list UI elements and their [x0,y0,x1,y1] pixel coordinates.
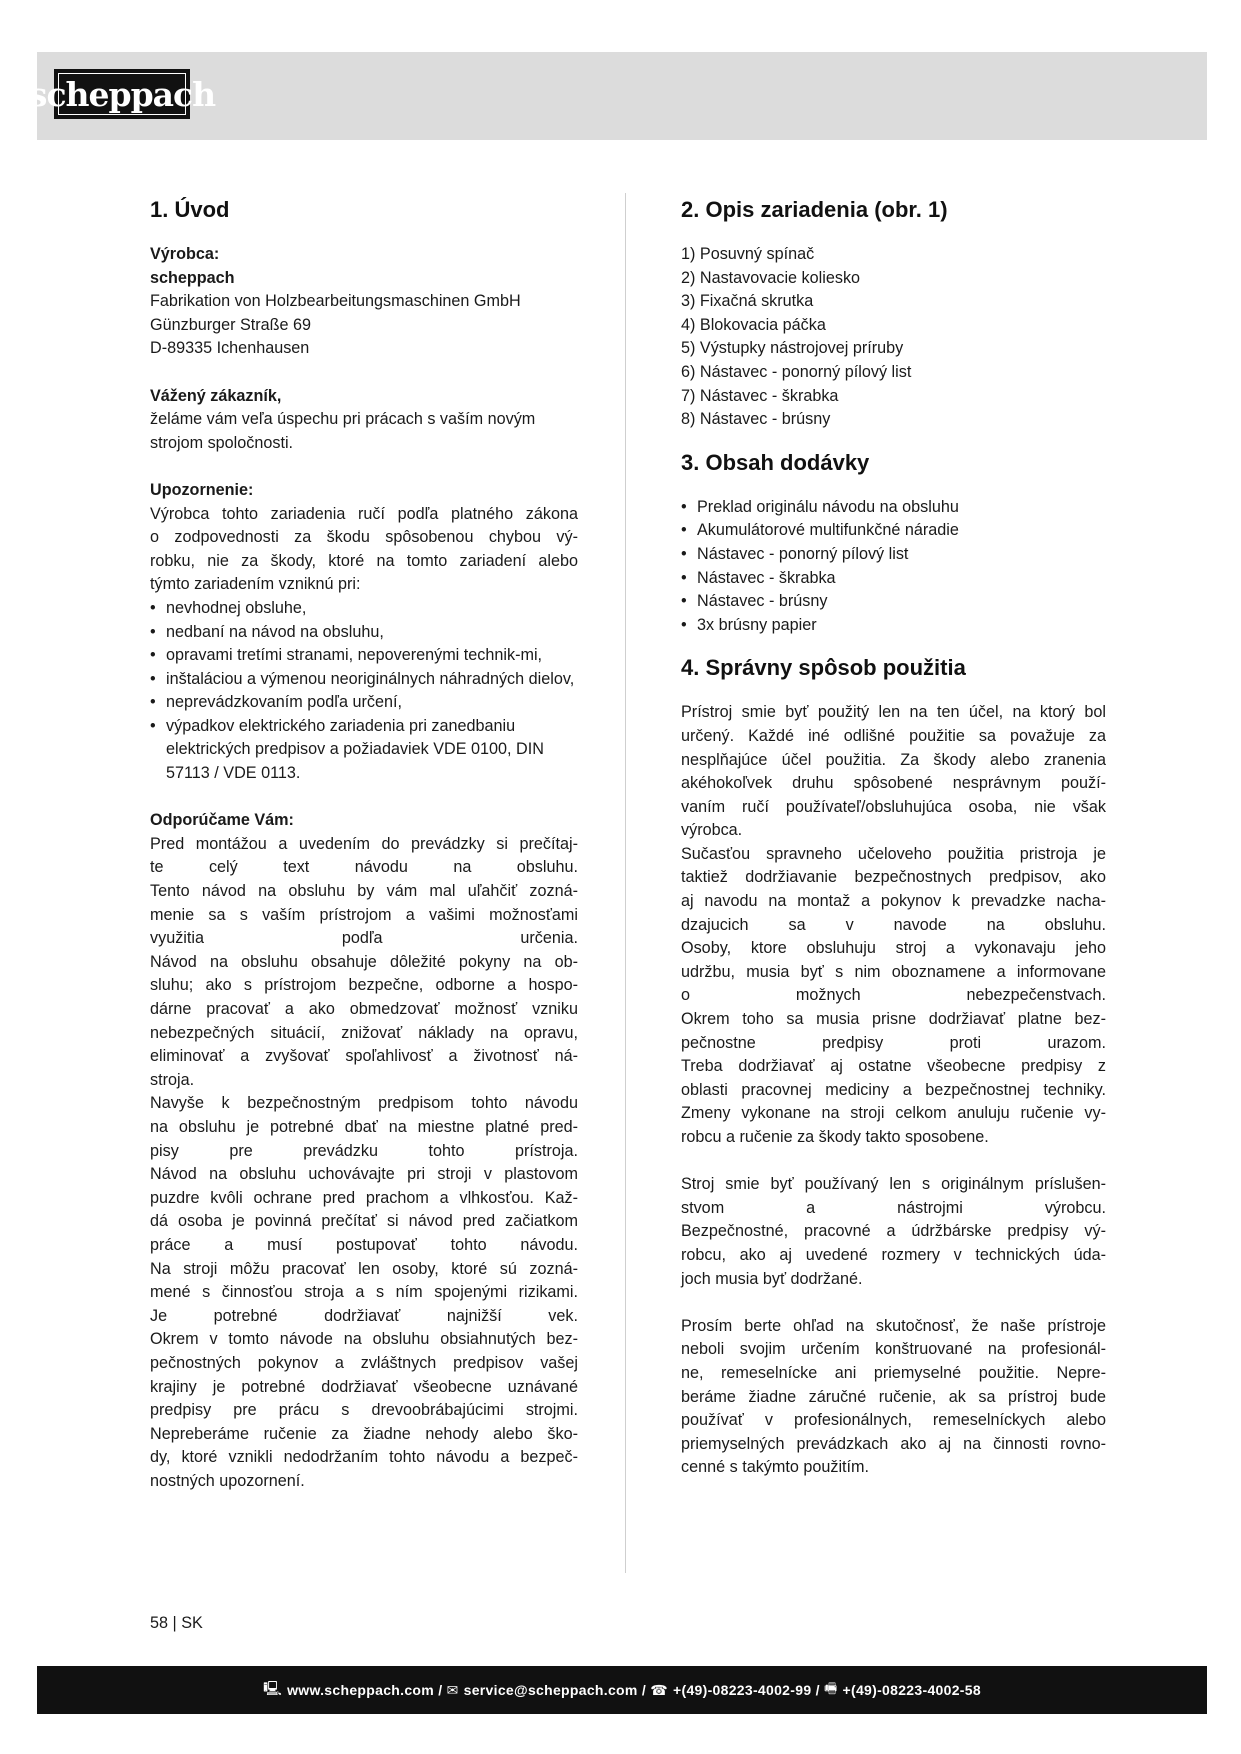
text-line: vaním ručí používateľ/obsluhujúca osoba, nie však [681,797,1106,816]
text-line: priemyselných prevádzkach ako aj na činnosti rovno- [681,1434,1106,1453]
text-line: pečnostných pokynov a zvláštnych predpisov vašej [150,1353,578,1372]
text-line: týmto zariadením vzniknú pri: [150,575,361,594]
text-line: krajiny je potrebné dodržiavať všeobecne uznávané [150,1377,578,1396]
text-line: Fabrikation von Holzbearbeitungsmaschinen GmbH [150,292,521,311]
text-line: využitia podľa určenia. [150,929,578,948]
footer-separator: / [434,1682,447,1698]
section-title-intro: 1. Úvod [150,197,230,222]
text-line: robcu a ručenie za škody takto sposobene. [681,1128,989,1146]
bullet-item: • výpadkov elektrického zariadenia pri zanedbaniu elektrických predpisov a požiadaviek VDE 0100, DIN 57113 / VDE 0113. [150,715,578,786]
phone-icon: ☎ [650,1681,668,1698]
text-line: Je potrebné dodržiavať najnižší vek. [150,1306,578,1325]
bullet-item: • opravami tretími stranami, nepoverenými technik-mi, [150,644,578,668]
text-line: Pred montážou a uvedením do prevádzky si prečítaj- [150,834,578,853]
left-column [150,193,578,1493]
text-line: nostných upozornení. [150,1471,305,1490]
text-line: Bezpečnostné, pracovné a údržbárske predpisy vý- [681,1222,1106,1241]
footer-contact-bar [37,1666,1207,1714]
text-line: Prosím berte ohľad na skutočnosť, že naše prístroje [681,1316,1106,1335]
text-line: Návod na obsluhu uchovávajte pri stroji v plastovom [150,1165,578,1184]
part-item: 2) Nastavovacie koliesko [681,268,861,287]
text-line: výrobca. [681,821,743,840]
column-divider [625,193,626,1573]
text-line: Návod na obsluhu obsahuje dôležité pokyny na ob- [150,952,578,971]
text-line: dá osoba je povinná prečítať si návod pred začiatkom [150,1212,578,1231]
section-title-description: 2. Opis zariadenia (obr. 1) [681,197,948,222]
text-line: sluhu; ako s prístrojom bezpečne, odborne a hospo- [150,976,578,995]
device-parts-list [681,243,1106,432]
part-item: 8) Nástavec - brúsny [681,410,831,429]
text-line: Nepreberáme ručenie za žiadne nehody alebo ško- [150,1424,578,1443]
right-column [681,193,1106,1480]
text-line: Okrem v tomto návode na obsluhu obsiahnutých bez- [150,1330,578,1349]
text-line: Zmeny vykonane na stroji celkom anuluju ručenie vy- [681,1104,1106,1123]
text-line: oblasti pracovnej mediciny a bezpečnostnej techniky. [681,1080,1106,1099]
text-line: strojom spoločnosti. [150,433,294,452]
bullet-item: • Nástavec - brúsny [681,590,1106,614]
text-line: Sučasťou spravneho učeloveho použitia pristroja je [681,844,1106,863]
text-line: predpisy pre prácu s drevoobrábajúcimi strojmi. [150,1401,578,1420]
footer-website[interactable]: www.scheppach.com [287,1682,435,1698]
text-line: Treba dodržiavať aj ostatne všeobecne predpisy z [681,1057,1106,1076]
text-line: cenné s takýmto použitím. [681,1458,870,1477]
part-item: 4) Blokovacia páčka [681,315,826,334]
text-line: dárne pracovať a ako obmedzovať možnosť vzniku [150,1000,578,1018]
text-line: robku, nie za škody, ktoré na tomto zariadení alebo [150,551,578,570]
delivery-list [681,496,1106,638]
footer-email[interactable]: service@scheppach.com [463,1682,638,1698]
scheppach-logo: scheppach [54,69,190,119]
text-line: pisy pre prevádzku tohto prístroja. [150,1141,578,1160]
bullet-item: • inštaláciou a výmenou neoriginálnych náhradných dielov, [150,668,578,692]
part-item: 1) Posuvný spínač [681,245,815,263]
text-line: joch musia byť dodržané. [681,1269,863,1288]
bullet-item: • nevhodnej obsluhe, [150,597,578,621]
intended-use-text-2 [681,1173,1106,1291]
intended-use-text-3 [681,1315,1106,1480]
bullet-item: • Preklad originálu návodu na obsluhu [681,496,1106,520]
note-label: Upozornenie: [150,480,254,499]
text-line: stroja. [150,1070,195,1089]
text-line: eliminovať a zvyšovať spoľahlivosť a životnosť ná- [150,1047,578,1066]
text-line: udržbu, musia byť s nim oboznamene a informovane [681,962,1106,981]
text-line: nebezpečných situácií, znižovať náklady na opravu, [150,1023,578,1042]
dear-customer-label: Vážený zákazník, [150,386,282,405]
recommend-text [150,833,578,1494]
text-line: Stroj smie byť používaný len s originálnym príslušen- [681,1175,1106,1194]
text-line: Osoby, ktore obsluhuju stroj a vykonavaju jeho [681,939,1106,958]
text-line: D-89335 Ichenhausen [150,339,310,358]
text-line: dy, ktoré vznikli nedodržaním tohto návodu a bezpeč- [150,1448,578,1467]
bullet-item: • Akumulátorové multifunkčné náradie [681,519,1106,543]
text-line: taktiež dodržiavanie bezpečnostnych predpisov, ako [681,868,1106,887]
bullet-item: • neprevádzkovaním podľa určení, [150,691,578,715]
section-title-intended-use: 4. Správny spôsob použitia [681,655,966,681]
monitor-icon: 🖳 [263,1680,283,1696]
text-line: práce a musí postupovať tohto návodu. [150,1235,578,1254]
text-line: puzdre kvôli ochrane pred prachom a vlhkosťou. Kaž- [150,1188,578,1207]
text-line: Navyše k bezpečnostným predpisom tohto návodu [150,1094,578,1113]
text-line: o zodpovednosti za škodu spôsobenou chybou vý- [150,528,578,547]
text-line: na obsluhu je potrebné dbať na miestne platné pred- [150,1117,578,1136]
text-line: dzajucich sa v navode na obsluhu. [681,915,1106,934]
text-line: stvom a nástrojmi výrobcu. [681,1198,1106,1217]
text-line: Günzburger Straße 69 [150,315,312,334]
bullet-item: • Nástavec - škrabka [681,567,1106,591]
text-line: menie sa s vaším prístrojom a vašimi možnosťami [150,905,578,924]
manufacturer-address [150,290,578,361]
text-line: Na stroji môžu pracovať len osoby, ktoré sú zozná- [150,1259,578,1278]
page-language: SK [181,1614,203,1632]
header-band [28,52,1207,140]
text-line: te celý text návodu na obsluhu. [150,858,578,877]
mail-icon: ✉ [446,1681,459,1698]
text-line: neboli svojim určením konštruované na profesionál- [681,1340,1106,1359]
recommend-label: Odporúčame Vám: [150,811,294,830]
page-number-value: 58 [150,1614,169,1632]
text-line: Výrobca tohto zariadenia ručí podľa platného zákona [150,504,578,523]
manufacturer-name: scheppach [150,268,235,287]
section-title-delivery: 3. Obsah dodávky [681,449,870,475]
part-item: 6) Nástavec - ponorný pílový list [681,362,912,381]
part-item: 7) Nástavec - škrabka [681,386,839,405]
part-item: 5) Výstupky nástrojovej príruby [681,339,904,358]
note-text [150,503,578,597]
bullet-item: • 3x brúsny papier [681,614,1106,638]
footer-fax: +(49)-08223-4002-58 [842,1682,981,1698]
text-line: akéhokoľvek druhu spôsobené nesprávnym použí- [681,774,1106,793]
text-line: robcu, ako aj uvedené rozmery v technických úda- [681,1245,1106,1264]
text-line: pečnostne predpisy proti urazom. [681,1033,1106,1052]
bullet-item: • Nástavec - ponorný pílový list [681,543,1106,567]
text-line: ne, remeselnícke ani priemyselné použitie. Nepre- [681,1363,1106,1382]
text-line: aj navodu na montaž a pokynov k prevadzke nacha- [681,892,1106,911]
bullet-item: • nedbaní na návod na obsluhu, [150,621,578,645]
text-line: mené s činnosťou stroja a s ním spojenými rizikami. [150,1283,578,1302]
dear-customer-text [150,408,578,455]
text-line: Prístroj smie byť použitý len na ten účel, na ktorý bol [681,703,1106,722]
note-bullet-list [150,597,578,786]
part-item: 3) Fixačná skrutka [681,292,814,311]
text-line: o možnych nebezpečenstvach. [681,986,1106,1005]
text-line: beráme žiadne záručné ručenie, ak sa prístroj bude [681,1387,1106,1406]
text-line: používať v profesionálnych, remeselníckych alebo [681,1411,1106,1430]
manufacturer-label: Výrobca: [150,245,220,263]
footer-separator: / [637,1682,651,1698]
footer-separator: / [811,1682,824,1698]
intended-use-text-1 [681,701,1106,1149]
fax-icon: 🖷 [823,1680,838,1696]
text-line: určený. Každé iné odlišné použitie sa považuje za [681,726,1106,745]
text-line: želáme vám veľa úspechu pri prácach s vaším novým [150,410,536,429]
text-line: Okrem toho sa musia prisne dodržiavať platne bez- [681,1010,1106,1029]
text-line: Tento návod na obsluhu by vám mal uľahčiť zozná- [150,882,578,901]
footer-phone: +(49)-08223-4002-99 [673,1682,812,1698]
page-number: 58 | SK [150,1614,203,1632]
text-line: nesplňajúce účel použitia. Za škody alebo zranenia [681,750,1106,769]
